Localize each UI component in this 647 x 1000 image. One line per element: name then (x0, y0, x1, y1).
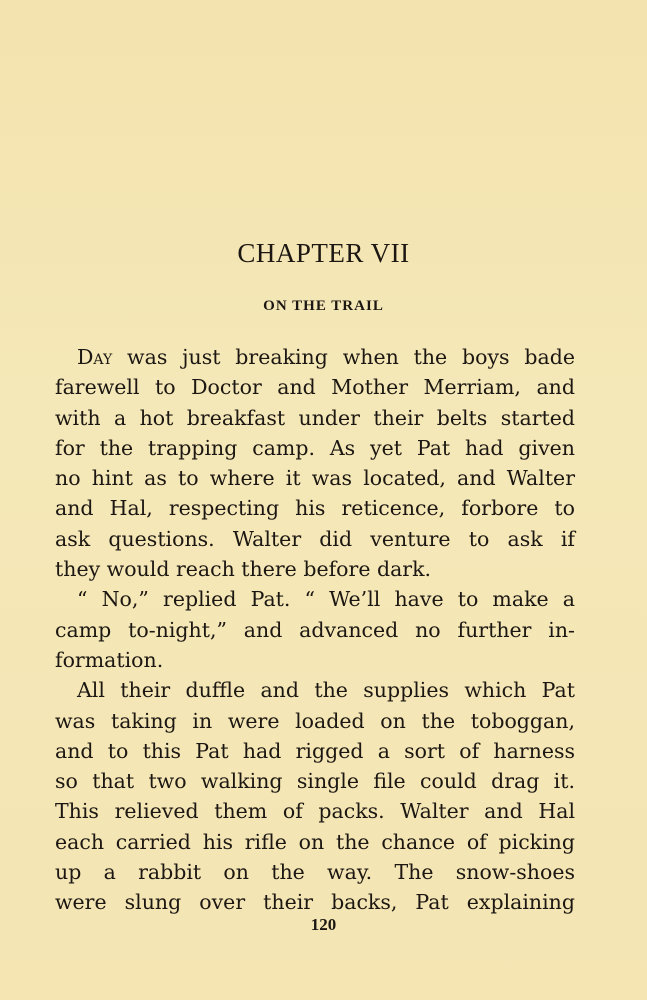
paragraph-3-line-4: so that two walking single file could drag it. (55, 769, 575, 794)
paragraph-1-line-2: farewell to Doctor and Mother Merriam, and (55, 375, 575, 400)
drop-lead-word: Day (77, 345, 113, 369)
paragraph-3-line-8: were slung over their backs, Pat explaining (55, 890, 575, 915)
chapter-title: CHAPTER VII (237, 238, 410, 268)
paragraph-3-line-3: and to this Pat had rigged a sort of harness (55, 738, 575, 763)
paragraph-1-line-3: with a hot breakfast under their belts started (55, 405, 575, 430)
paragraph-3-line-7: up a rabbit on the way. The snow-shoes (55, 860, 575, 885)
paragraph-1-line-4: for the trapping camp. As yet Pat had given (55, 435, 575, 460)
paragraph-3-line-1: All their duffle and the supplies which Pat (77, 678, 575, 703)
paragraph-3-line-6: each carried his rifle on the chance of picking (55, 829, 575, 854)
body-text (55, 342, 575, 918)
paragraph-2-line-3: formation. (55, 647, 164, 672)
paragraph-2-line-1: “ No,” replied Pat. “ We’ll have to make a (77, 587, 575, 612)
chapter-subtitle: ON THE TRAIL (263, 298, 384, 314)
paragraph-3-line-5: This relieved them of packs. Walter and Hal (55, 799, 575, 824)
paragraph-1-line-5: no hint as to where it was located, and Walter (55, 466, 575, 491)
paragraph-1-line-6: and Hal, respecting his reticence, forbore to (55, 496, 575, 521)
paragraph-3-line-2: was taking in were loaded on the toboggan, (55, 708, 575, 733)
paragraph-1-line-7: ask questions. Walter did venture to ask if (55, 526, 575, 551)
paragraph-1-line-1: Day was just breaking when the boys bade (77, 345, 575, 369)
paragraph-2-line-2: camp to-night,” and advanced no further in- (55, 617, 575, 642)
page-number: 120 (310, 915, 337, 934)
paragraph-1-line-8: they would reach there before dark. (55, 557, 432, 582)
